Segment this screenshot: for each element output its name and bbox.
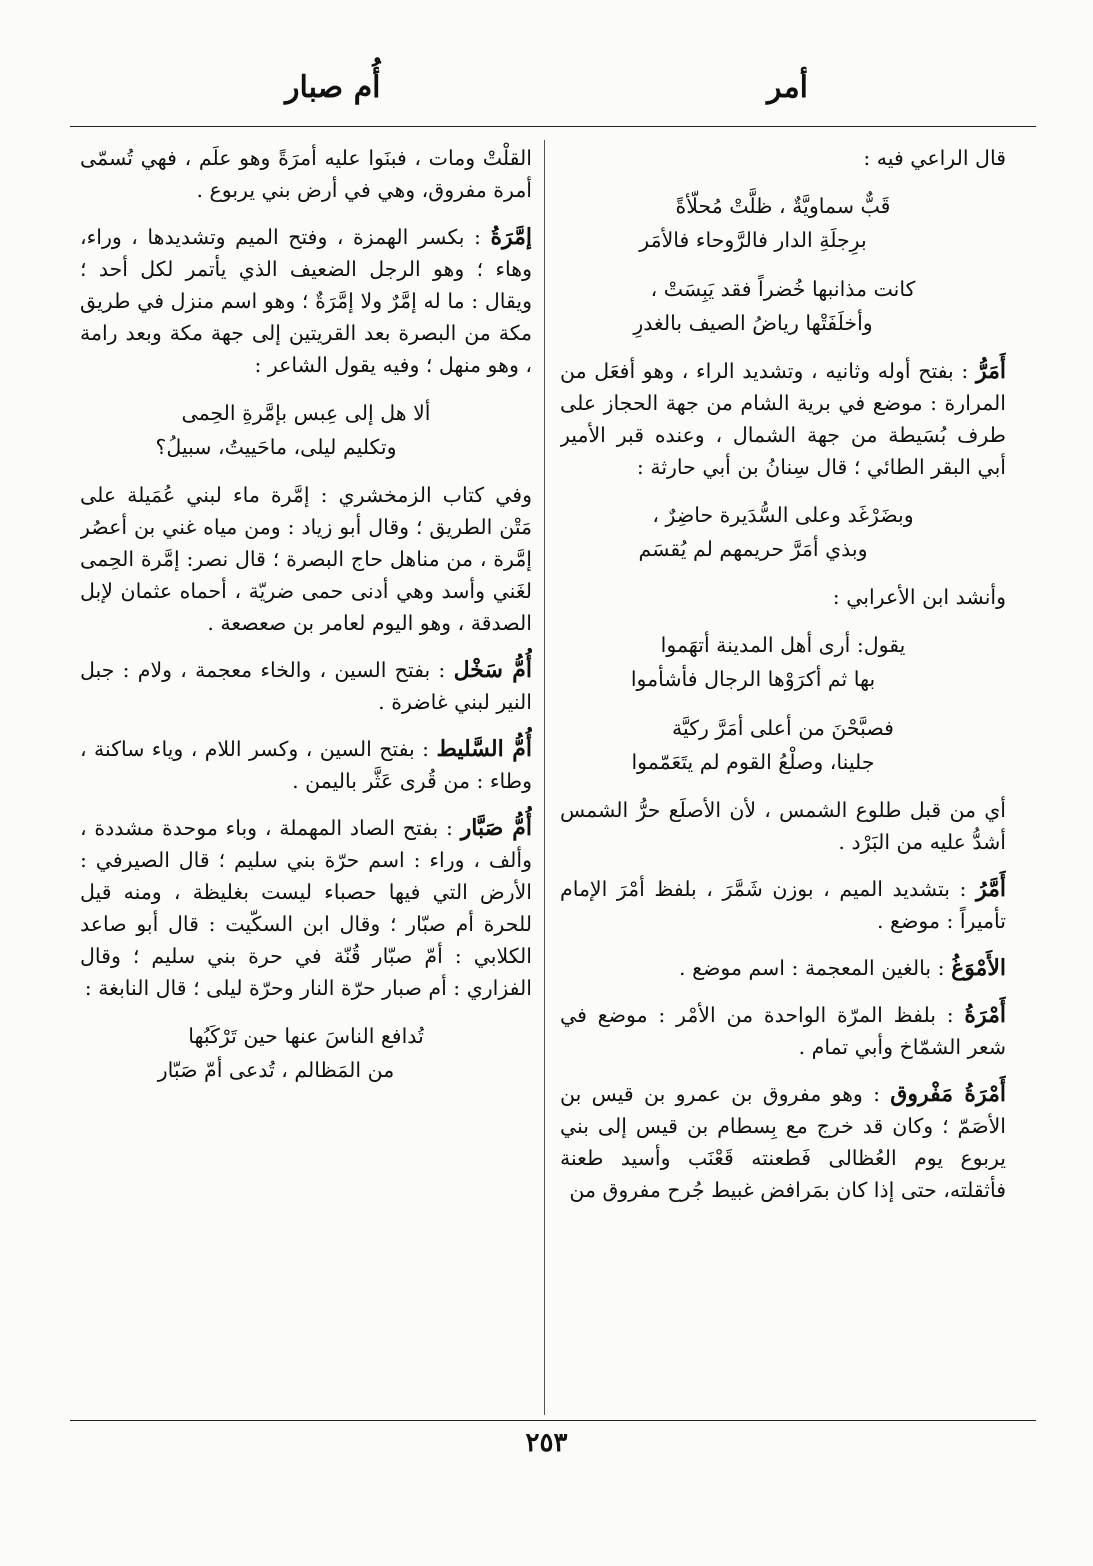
column-divider bbox=[544, 140, 545, 1415]
entry-headword: إمَّرَةُ bbox=[490, 224, 532, 250]
verse-line: تُدافع الناسَ عنها حين تَرْكَبُها bbox=[188, 1024, 424, 1048]
verse-couplet bbox=[560, 498, 1006, 566]
body-line: وأنشد ابن الأعرابي : bbox=[832, 585, 1006, 609]
dictionary-entry bbox=[80, 221, 532, 381]
body-paragraph: وفي كتاب الزمخشري : إمَّرة ماء لبني عُمَيلة على مَتْن الطريق ؛ وقال أبو زياد : ومن مياه غني بن أعصُر إمَّرة ، من مناهل حاج البصرة ؛ قال نصر: إمَّرة الحِمى لغَني وأسد وهي أدنى حمى ضريّة ، أحماه عثمان لإبل الصدقة ، وهو اليوم لعامر بن صعصعة . bbox=[80, 483, 532, 635]
verse-line: فصبَّحْنَ من أعلى أمَرَّ ركيَّة bbox=[672, 716, 894, 740]
verse-line: برِجلَةِ الدار فالرَّوحاء فالأمَر bbox=[639, 228, 867, 252]
verse-line: من المَظالم ، تُدعى أمّ صَبّار bbox=[157, 1058, 395, 1082]
entry-headword: أَمْرَةُ مَفْروق bbox=[890, 1081, 1006, 1107]
entry-definition: : وهو مفروق بن عمرو بن قيس بن الأصَمّ ؛ وكان قد خرج مع بِسطام بن قيس إلى بني يربوع يوم العُظالى فَطعنته قَعْنَب وأسيد طعنة فأثقلته، حتى إذا كان بمَرافض غبيط جُرح مفروق من bbox=[560, 1082, 1006, 1202]
verse-line: وبذي أمَرَّ حريمهم لم يُقسَم bbox=[638, 537, 868, 561]
entry-headword: أَمَرُّ bbox=[975, 358, 1006, 384]
header-rule bbox=[70, 126, 1036, 127]
dictionary-entry bbox=[560, 873, 1006, 937]
entry-headword: الأَمْوَغُ bbox=[951, 955, 1006, 981]
verse-line: بها ثم أكرَوْها الرجال فأشأموا bbox=[630, 667, 876, 691]
dictionary-entry bbox=[560, 999, 1006, 1063]
verse-couplet bbox=[80, 396, 532, 464]
entry-headword: أُمُّ السَّليط bbox=[436, 736, 532, 762]
entry-definition: : بتشديد الميم ، بوزن شَمَّرَ ، بلفظ أمْرَ الإمام تأميراً : موضع . bbox=[560, 877, 1006, 933]
verse-line: ألا هل إلى عِبس بإمَّرةِ الحِمى bbox=[181, 401, 431, 425]
left-column bbox=[80, 142, 532, 1412]
entry-definition: : بالغين المعجمة : اسم موضع . bbox=[679, 956, 945, 980]
entry-definition: : بفتح الصاد المهملة ، وباء موحدة مشددة ، وألف ، وراء : اسم حرّة بني سليم ؛ قال الصيرفي : الأرض التي فيها حصباء ليست بغليظة ، ومنه قيل للحرة أم صبّار ؛ وقال ابن السكّيت : قال أبو صاعد الكلابي : أمّ صبّار قُنّة في حرة بني سليم ؛ وقال الفزاري : أم صبار حرّة النار وحرّة ليلى ؛ قال النابغة : bbox=[80, 816, 532, 1000]
entry-definition: : بلفظ المرّة الواحدة من الأمْر : موضع في شعر الشمّاخ وأبي تمام . bbox=[560, 1003, 1006, 1059]
body-paragraph: أي من قبل طلوع الشمس ، لأن الأصلَع حرُّ الشمس أشدُّ عليه من البَرْد . bbox=[560, 798, 1006, 854]
entry-headword: أُمُّ سَخْل bbox=[453, 657, 532, 683]
entry-definition: : بفتح السين ، وكسر اللام ، وياء ساكنة ، وطاء : من قُرى عَثَّر باليمن . bbox=[80, 737, 532, 793]
entry-headword: أَمَّرُ bbox=[975, 876, 1006, 902]
entry-headword: أُمُّ صَبَّار bbox=[460, 815, 532, 841]
verse-line: وأخلَفَتْها رياضُ الصيف بالغدرِ bbox=[633, 311, 873, 335]
verse-couplet bbox=[560, 272, 1006, 340]
verse-line: قَبٌّ سماويَّةٌ ، ظلَّتْ مُحلّأةً bbox=[675, 194, 891, 218]
dictionary-entry bbox=[560, 952, 1006, 984]
right-column bbox=[560, 142, 1006, 1412]
entry-definition: : بفتح أوله وثانيه ، وتشديد الراء ، وهو أفعَل من المرارة : موضع في برية الشام من جهة الحجاز على طرف بُسَيطة من جهة الشمال ، وعنده قبر الأمير أبي البقر الطائي ؛ قال سِنانُ بن أبي حارثة : bbox=[560, 359, 1006, 479]
dictionary-entry bbox=[560, 1078, 1006, 1206]
intro-line: قال الراعي فيه : bbox=[863, 146, 1006, 170]
verse-line: جلينا، وصلْعُ القوم لم يتَعَمّموا bbox=[631, 750, 875, 774]
verse-line: وتكليم ليلى، ماحَييتُ، سبيلُ؟ bbox=[155, 435, 397, 459]
verse-line: وبضَرْغَد وعلى السُّدَيرة حاضِرٌ ، bbox=[652, 503, 914, 527]
entry-definition: : بفتح السين ، والخاء معجمة ، ولام : جبل النير لبني غاضرة . bbox=[80, 658, 532, 714]
dictionary-entry bbox=[80, 733, 532, 797]
dictionary-entry bbox=[80, 654, 532, 718]
verse-line: كانت مذانبها خُضراً فقد يَبِسَتْ ، bbox=[650, 277, 916, 301]
verse-couplet bbox=[560, 628, 1006, 696]
continued-paragraph: القلْتْ ومات ، فبنَوا عليه أمرَةً وهو علَم ، فهي تُسمّى أمرة مفروق، وهي في أرض بني يربوع . bbox=[80, 146, 532, 202]
running-head-left: أُم صبار bbox=[285, 70, 381, 105]
verse-couplet bbox=[80, 1019, 532, 1087]
dictionary-entry bbox=[560, 355, 1006, 483]
running-head-right: أمر bbox=[767, 70, 808, 105]
entry-definition: : بكسر الهمزة ، وفتح الميم وتشديدها ، وراء، وهاء ؛ وهو الرجل الضعيف الذي يأتمر لكل أحد ؛ ويقال : ما له إمَّرٌ ولا إمَّرَةٌ ؛ وهو اسم منزل في طريق مكة من البصرة بعد القريتين إلى جهة مكة وبعد رامة ، وهو منهل ؛ وفيه يقول الشاعر : bbox=[80, 225, 532, 377]
verse-couplet bbox=[560, 711, 1006, 779]
verse-line: يقول: أرى أهل المدينة أتهَموا bbox=[660, 633, 906, 657]
dictionary-entry bbox=[80, 812, 532, 1004]
verse-couplet bbox=[560, 189, 1006, 257]
page-number: ٢٥٣ bbox=[525, 1428, 568, 1458]
entry-headword: أَمْرَةُ bbox=[964, 1002, 1006, 1028]
footer-rule bbox=[70, 1420, 1036, 1421]
